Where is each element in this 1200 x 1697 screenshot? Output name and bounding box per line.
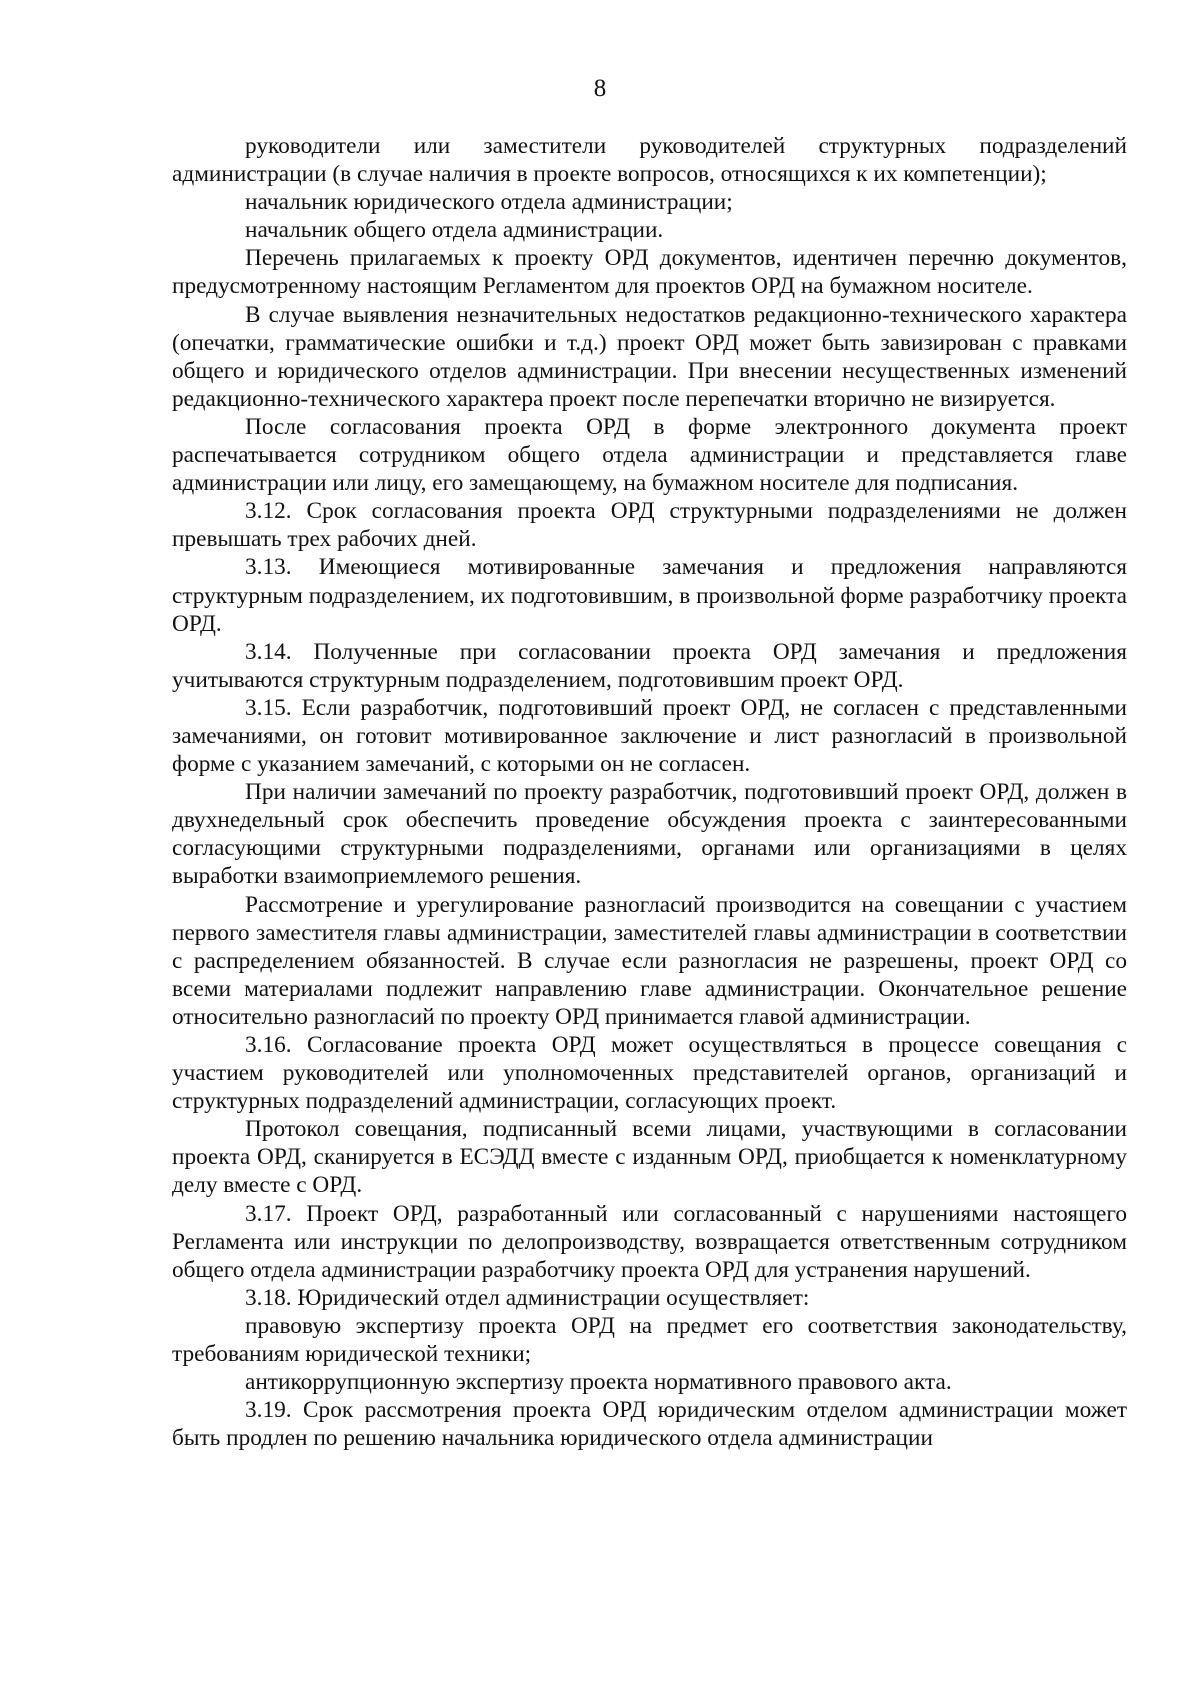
page-number: 8 (593, 75, 607, 102)
document-body (172, 132, 1127, 1452)
paragraph: начальник юридического отдела администрации; (245, 189, 733, 216)
paragraph-3-14: 3.14. Полученные при согласовании проекта ОРД замечания и предложения учитываются структурным подразделением, подготовившим проект ОРД. (172, 638, 1127, 693)
paragraph: Протокол совещания, подписанный всеми лицами, участвующими в согласовании проекта ОРД, сканируется в ЕСЭДД вместе с изданным ОРД, приобщается к номенклатурному делу вместе с ОРД. (172, 1116, 1127, 1199)
paragraph-3-17: 3.17. Проект ОРД, разработанный или согласованный с нарушениями настоящего Регламента или инструкции по делопроизводству, возвращается ответственным сотрудником общего отдела администрации разработчику проекта ОРД для устранения нарушений. (172, 1200, 1127, 1283)
paragraph-3-15: 3.15. Если разработчик, подготовивший проект ОРД, не согласен с представленными замечаниями, он готовит мотивированное заключение и лист разногласий в произвольной форме с указанием замечаний, с которыми он не согласен. (172, 694, 1127, 778)
paragraph: правовую экспертизу проекта ОРД на предмет его соответствия законодательству, требованиям юридической техники; (172, 1312, 1127, 1368)
paragraph-3-18: 3.18. Юридический отдел администрации осуществляет: (245, 1284, 810, 1311)
paragraph: начальник общего отдела администрации. (245, 217, 664, 244)
paragraph: В случае выявления незначительных недостатков редакционно-технического характера (опечатки, грамматические ошибки и т.д.) проект ОРД может быть завизирован с правками общего и юридического отделов администрации. При внесении несущественных изменений редакционно-технического характера проект после перепечатки вторично не визируется. (172, 301, 1127, 412)
paragraph-3-13: 3.13. Имеющиеся мотивированные замечания и предложения направляются структурным подразделением, их подготовившим, в произвольной форме разработчику проекта ОРД. (172, 554, 1127, 637)
paragraph: руководители или заместители руководителей структурных подразделений администрации (в случае наличия в проекте вопросов, относящихся к их компетенции); (172, 133, 1127, 188)
paragraph: Перечень прилагаемых к проекту ОРД документов, идентичен перечню документов, предусмотренному настоящим Регламентом для проектов ОРД на бумажном носителе. (172, 245, 1127, 300)
paragraph: Рассмотрение и урегулирование разногласий производится на совещании с участием первого заместителя главы администрации, заместителей главы администрации в соответствии с распределением обязанностей. В случае если разногласия не разрешены, проект ОРД со всеми материалами подлежит направлению главе администрации. Окончательное решение относительно разногласий по проекту ОРД принимается главой администрации. (172, 891, 1127, 1030)
paragraph-3-12: 3.12. Срок согласования проекта ОРД структурными подразделениями не должен превышать трех рабочих дней. (172, 498, 1127, 553)
paragraph: При наличии замечаний по проекту разработчик, подготовивший проект ОРД, должен в двухнедельный срок обеспечить проведение обсуждения проекта с заинтересованными согласующими структурными подразделениями, органами или организациями в целях выработки взаимоприемлемого решения. (172, 779, 1127, 890)
paragraph: После согласования проекта ОРД в форме электронного документа проект распечатывается сотрудником общего отдела администрации и представляется главе администрации или лицу, его замещающему, на бумажном носителе для подписания. (172, 413, 1127, 497)
paragraph: антикоррупционную экспертизу проекта нормативного правового акта. (245, 1369, 952, 1396)
paragraph-3-19: 3.19. Срок рассмотрения проекта ОРД юридическим отделом администрации может быть продлен по решению начальника юридического отдела администрации (172, 1397, 1127, 1452)
paragraph-3-16: 3.16. Согласование проекта ОРД может осуществляться в процессе совещания с участием руководителей или уполномоченных представителей органов, организаций и структурных подразделений администрации, согласующих проект. (172, 1032, 1127, 1115)
